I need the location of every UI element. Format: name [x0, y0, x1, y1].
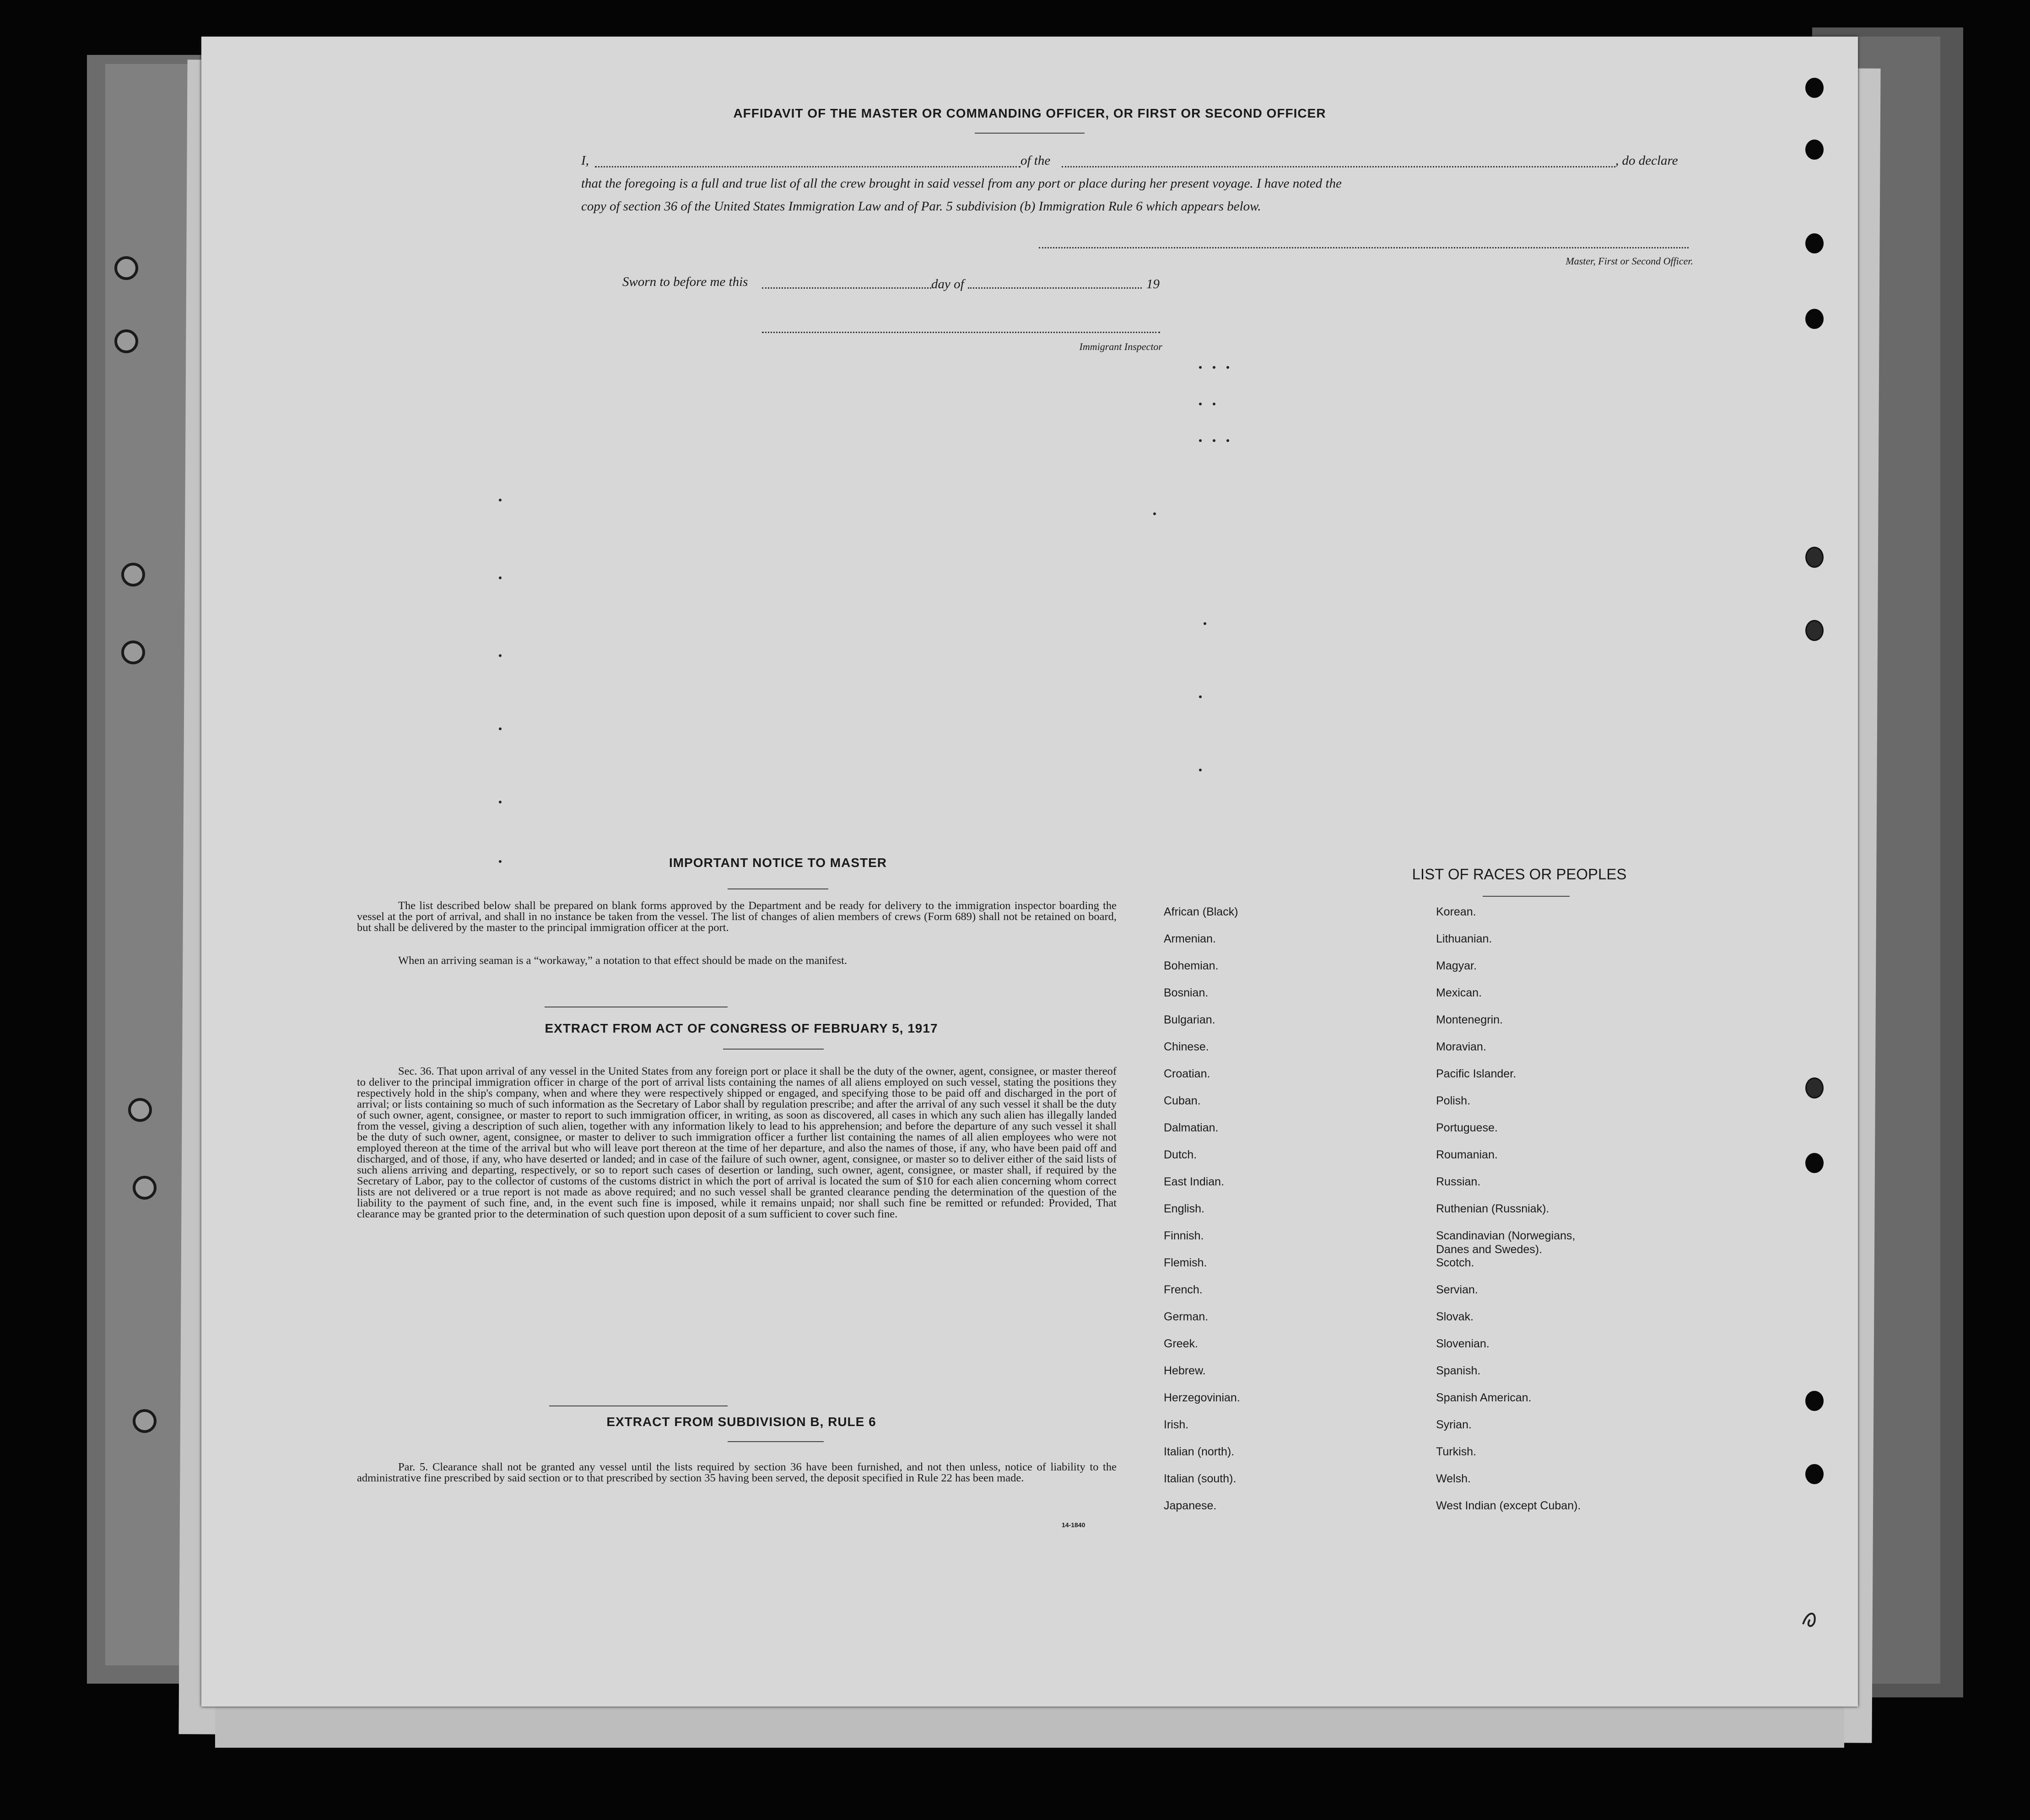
race-item: Dalmatian. [1164, 1121, 1219, 1134]
race-item: Scotch. [1436, 1256, 1474, 1269]
race-item: Roumanian. [1436, 1148, 1498, 1161]
document-page [201, 37, 1858, 1707]
race-item: Polish. [1436, 1094, 1471, 1107]
extract-rule-body: Par. 5. Clearance shall not be granted any vessel until the lists required by section 36 have been furnished, and not then unless, notice of liability to the administrative fine prescribed by said section or to that prescribed by section 35 having been served, the deposit specified in Rule 22 has been made. [357, 1461, 1117, 1484]
speck [499, 576, 502, 579]
binder-hole [114, 329, 138, 353]
race-item: Bosnian. [1164, 986, 1209, 999]
affidavit-line3: copy of section 36 of the United States Immigration Law and of Par. 5 subdivision (b) Immigration Rule 6 which appears below. [581, 199, 1261, 214]
vessel-field[interactable] [1062, 166, 1615, 167]
speck [1199, 695, 1202, 698]
form-number: 14-1840 [1062, 1521, 1085, 1529]
race-item: Bohemian. [1164, 959, 1219, 972]
race-item: Herzegovinian. [1164, 1391, 1240, 1404]
affidavit-declare: , do declare [1615, 153, 1678, 168]
race-item: French. [1164, 1283, 1203, 1296]
inspector-signature-field[interactable] [762, 332, 1160, 333]
race-item: Flemish. [1164, 1256, 1207, 1269]
punch-hole [1805, 78, 1824, 98]
signature-field[interactable] [1039, 247, 1689, 248]
affidavit-of-the: of the [1020, 153, 1051, 168]
speck [1226, 439, 1229, 442]
race-item: Magyar. [1436, 959, 1477, 972]
speck [1213, 366, 1215, 369]
speck [1226, 366, 1229, 369]
inspector-label: Immigrant Inspector [1079, 341, 1162, 352]
race-item: Lithuanian. [1436, 932, 1492, 945]
race-item: Greek. [1164, 1337, 1199, 1350]
race-item: Scandinavian (Norwegians, Danes and Swedes). [1436, 1229, 1576, 1256]
race-item: Syrian. [1436, 1418, 1472, 1431]
race-item: Spanish. [1436, 1364, 1481, 1377]
race-item: Russian. [1436, 1175, 1481, 1188]
signature-label: Master, First or Second Officer. [1566, 255, 1693, 267]
punch-hole [1805, 1077, 1824, 1098]
punch-hole [1805, 620, 1824, 641]
name-field[interactable] [595, 166, 1020, 167]
race-item: Turkish. [1436, 1445, 1476, 1458]
extract-act-body: Sec. 36. That upon arrival of any vessel in the United States from any foreign port or place it shall be the duty of the owner, agent, consignee, or master thereof to deliver to the principal immigration officer in charge of the port of arrival lists containing the names of all aliens employed on such vessel, stating the positions they respectively hold in the ship's company, when and where they were respectively shipped or engaged, and specifying those to be paid off and discharged in the port of arrival; or lists containing so much of such information as the Secretary of Labor shall by regulation prescribe; and after the arrival of any such vessel it shall be the duty of such owner, agent, consignee, or master to report to such immigration officer, in writing, as soon as discovered, all cases in which any such alien has illegally landed from the vessel, giving a description of such alien, together with any information likely to lead to his apprehension; and before the departure of any such vessel it shall be the duty of such owner, agent, consignee, or master to deliver to such immigration officer a further list containing the names of all alien employees who were not employed thereon at the time of the arrival but who will leave port thereon at the time of her departure, and also the names of those, if any, who have been paid off and discharged, and of those, if any, who have deserted or landed; and in case of the failure of such owner, agent, consignee, or master so to deliver either of the said lists of such aliens arriving and departing, respectively, or so to report such cases of desertion or landing, such owner, agent, consignee, or master shall, if required by the Secretary of Labor, pay to the collector of customs of the customs district in which the port of arrival is located the sum of $10 for each alien concerning whom correct lists are not delivered or a true report is not made as above required; and no such vessel shall be granted clearance pending the determination of the question of the liability to the payment of such fine, and, in the event such fine is imposed, while it remains unpaid; nor shall such fine be remitted or refunded: Provided, That clearance may be granted prior to the determination of such question upon deposit of a sum sufficient to cover such fine. [357, 1065, 1117, 1220]
race-item: Moravian. [1436, 1040, 1486, 1053]
speck [499, 499, 502, 501]
race-item: Slovenian. [1436, 1337, 1490, 1350]
race-item: Montenegrin. [1436, 1013, 1503, 1026]
speck [499, 727, 502, 730]
section-rule [549, 1405, 728, 1406]
day-of-label: day of [931, 277, 964, 291]
speck [1213, 439, 1215, 442]
binder-hole [121, 563, 145, 587]
speck [1199, 403, 1202, 405]
notice-paragraph-1: The list described below shall be prepared on blank forms approved by the Department and be ready for delivery to the immigration inspector boarding the vessel at the port of arrival, and shall in no instance be taken from the vessel. The list of changes of alien members of crews (Form 689) shall not be retained on board, but shall be delivered by the master to the principal immigration officer at the port. [357, 899, 1117, 934]
year-prefix: 19 [1146, 277, 1160, 291]
binder-hole [128, 1098, 152, 1122]
punch-hole [1805, 140, 1824, 160]
notice-rule [728, 888, 828, 889]
race-item: Welsh. [1436, 1472, 1471, 1485]
affidavit-i: I, [581, 153, 589, 168]
race-item: Italian (north). [1164, 1445, 1235, 1458]
handwritten-mark [1798, 1606, 1826, 1633]
speck [1213, 403, 1215, 405]
race-item: Slovak. [1436, 1310, 1474, 1323]
races-left-column [1164, 905, 1420, 1526]
race-item: West Indian (except Cuban). [1436, 1499, 1581, 1512]
race-item: German. [1164, 1310, 1209, 1323]
title-rule [975, 133, 1085, 134]
binder-hole [133, 1176, 157, 1200]
race-item: Korean. [1436, 905, 1476, 918]
race-item: Italian (south). [1164, 1472, 1236, 1485]
binder-hole [121, 641, 145, 664]
race-item: Croatian. [1164, 1067, 1210, 1080]
race-item: Irish. [1164, 1418, 1189, 1431]
race-item: Spanish American. [1436, 1391, 1532, 1404]
race-item: Bulgarian. [1164, 1013, 1215, 1026]
extract-rule-title: EXTRACT FROM SUBDIVISION B, RULE 6 [606, 1415, 876, 1429]
speck [499, 801, 502, 803]
race-item: Portuguese. [1436, 1121, 1498, 1134]
binder-hole [114, 256, 138, 280]
sworn-label: Sworn to before me this [622, 275, 748, 289]
race-item: Cuban. [1164, 1094, 1201, 1107]
race-item: Dutch. [1164, 1148, 1197, 1161]
punch-hole [1805, 1153, 1824, 1173]
speck [1199, 769, 1202, 771]
notice-paragraph-2: When an arriving seaman is a “workaway,” a notation to that effect should be made on the manifest. [398, 954, 848, 967]
race-item: Armenian. [1164, 932, 1216, 945]
speck [1153, 512, 1156, 515]
speck [499, 654, 502, 657]
speck [1199, 366, 1202, 369]
extract-act-title: EXTRACT FROM ACT OF CONGRESS OF FEBRUARY 5, 1917 [545, 1021, 938, 1035]
races-rule [1483, 896, 1570, 897]
race-item: English. [1164, 1202, 1204, 1215]
punch-hole [1805, 233, 1824, 253]
affidavit-title: AFFIDAVIT OF THE MASTER OR COMMANDING OFFICER, OR FIRST OR SECOND OFFICER [733, 106, 1326, 120]
race-item: Chinese. [1164, 1040, 1209, 1053]
race-item: Ruthenian (Russniak). [1436, 1202, 1549, 1215]
race-item: East Indian. [1164, 1175, 1225, 1188]
punch-hole [1805, 309, 1824, 329]
race-item: African (Black) [1164, 905, 1238, 918]
race-item: Finnish. [1164, 1229, 1204, 1242]
punch-hole [1805, 1464, 1824, 1484]
notice-title: IMPORTANT NOTICE TO MASTER [669, 856, 887, 870]
races-title: LIST OF RACES OR PEOPLES [1412, 866, 1627, 883]
extract-rule-rule [728, 1441, 824, 1442]
race-item: Servian. [1436, 1283, 1478, 1296]
sworn-month-field[interactable] [968, 287, 1142, 289]
affidavit-line2: that the foregoing is a full and true list of all the crew brought in said vessel from any port or place during her present voyage. I have noted the [581, 176, 1342, 191]
extract-act-rule [723, 1049, 824, 1050]
races-right-column [1436, 905, 1692, 1526]
race-item: Mexican. [1436, 986, 1482, 999]
sworn-day-field[interactable] [762, 287, 931, 289]
binder-hole [133, 1409, 157, 1433]
punch-hole [1805, 1391, 1824, 1411]
race-item: Pacific Islander. [1436, 1067, 1517, 1080]
speck [1204, 622, 1206, 625]
speck [1199, 439, 1202, 442]
race-item: Hebrew. [1164, 1364, 1206, 1377]
punch-hole [1805, 547, 1824, 568]
race-item: Japanese. [1164, 1499, 1217, 1512]
